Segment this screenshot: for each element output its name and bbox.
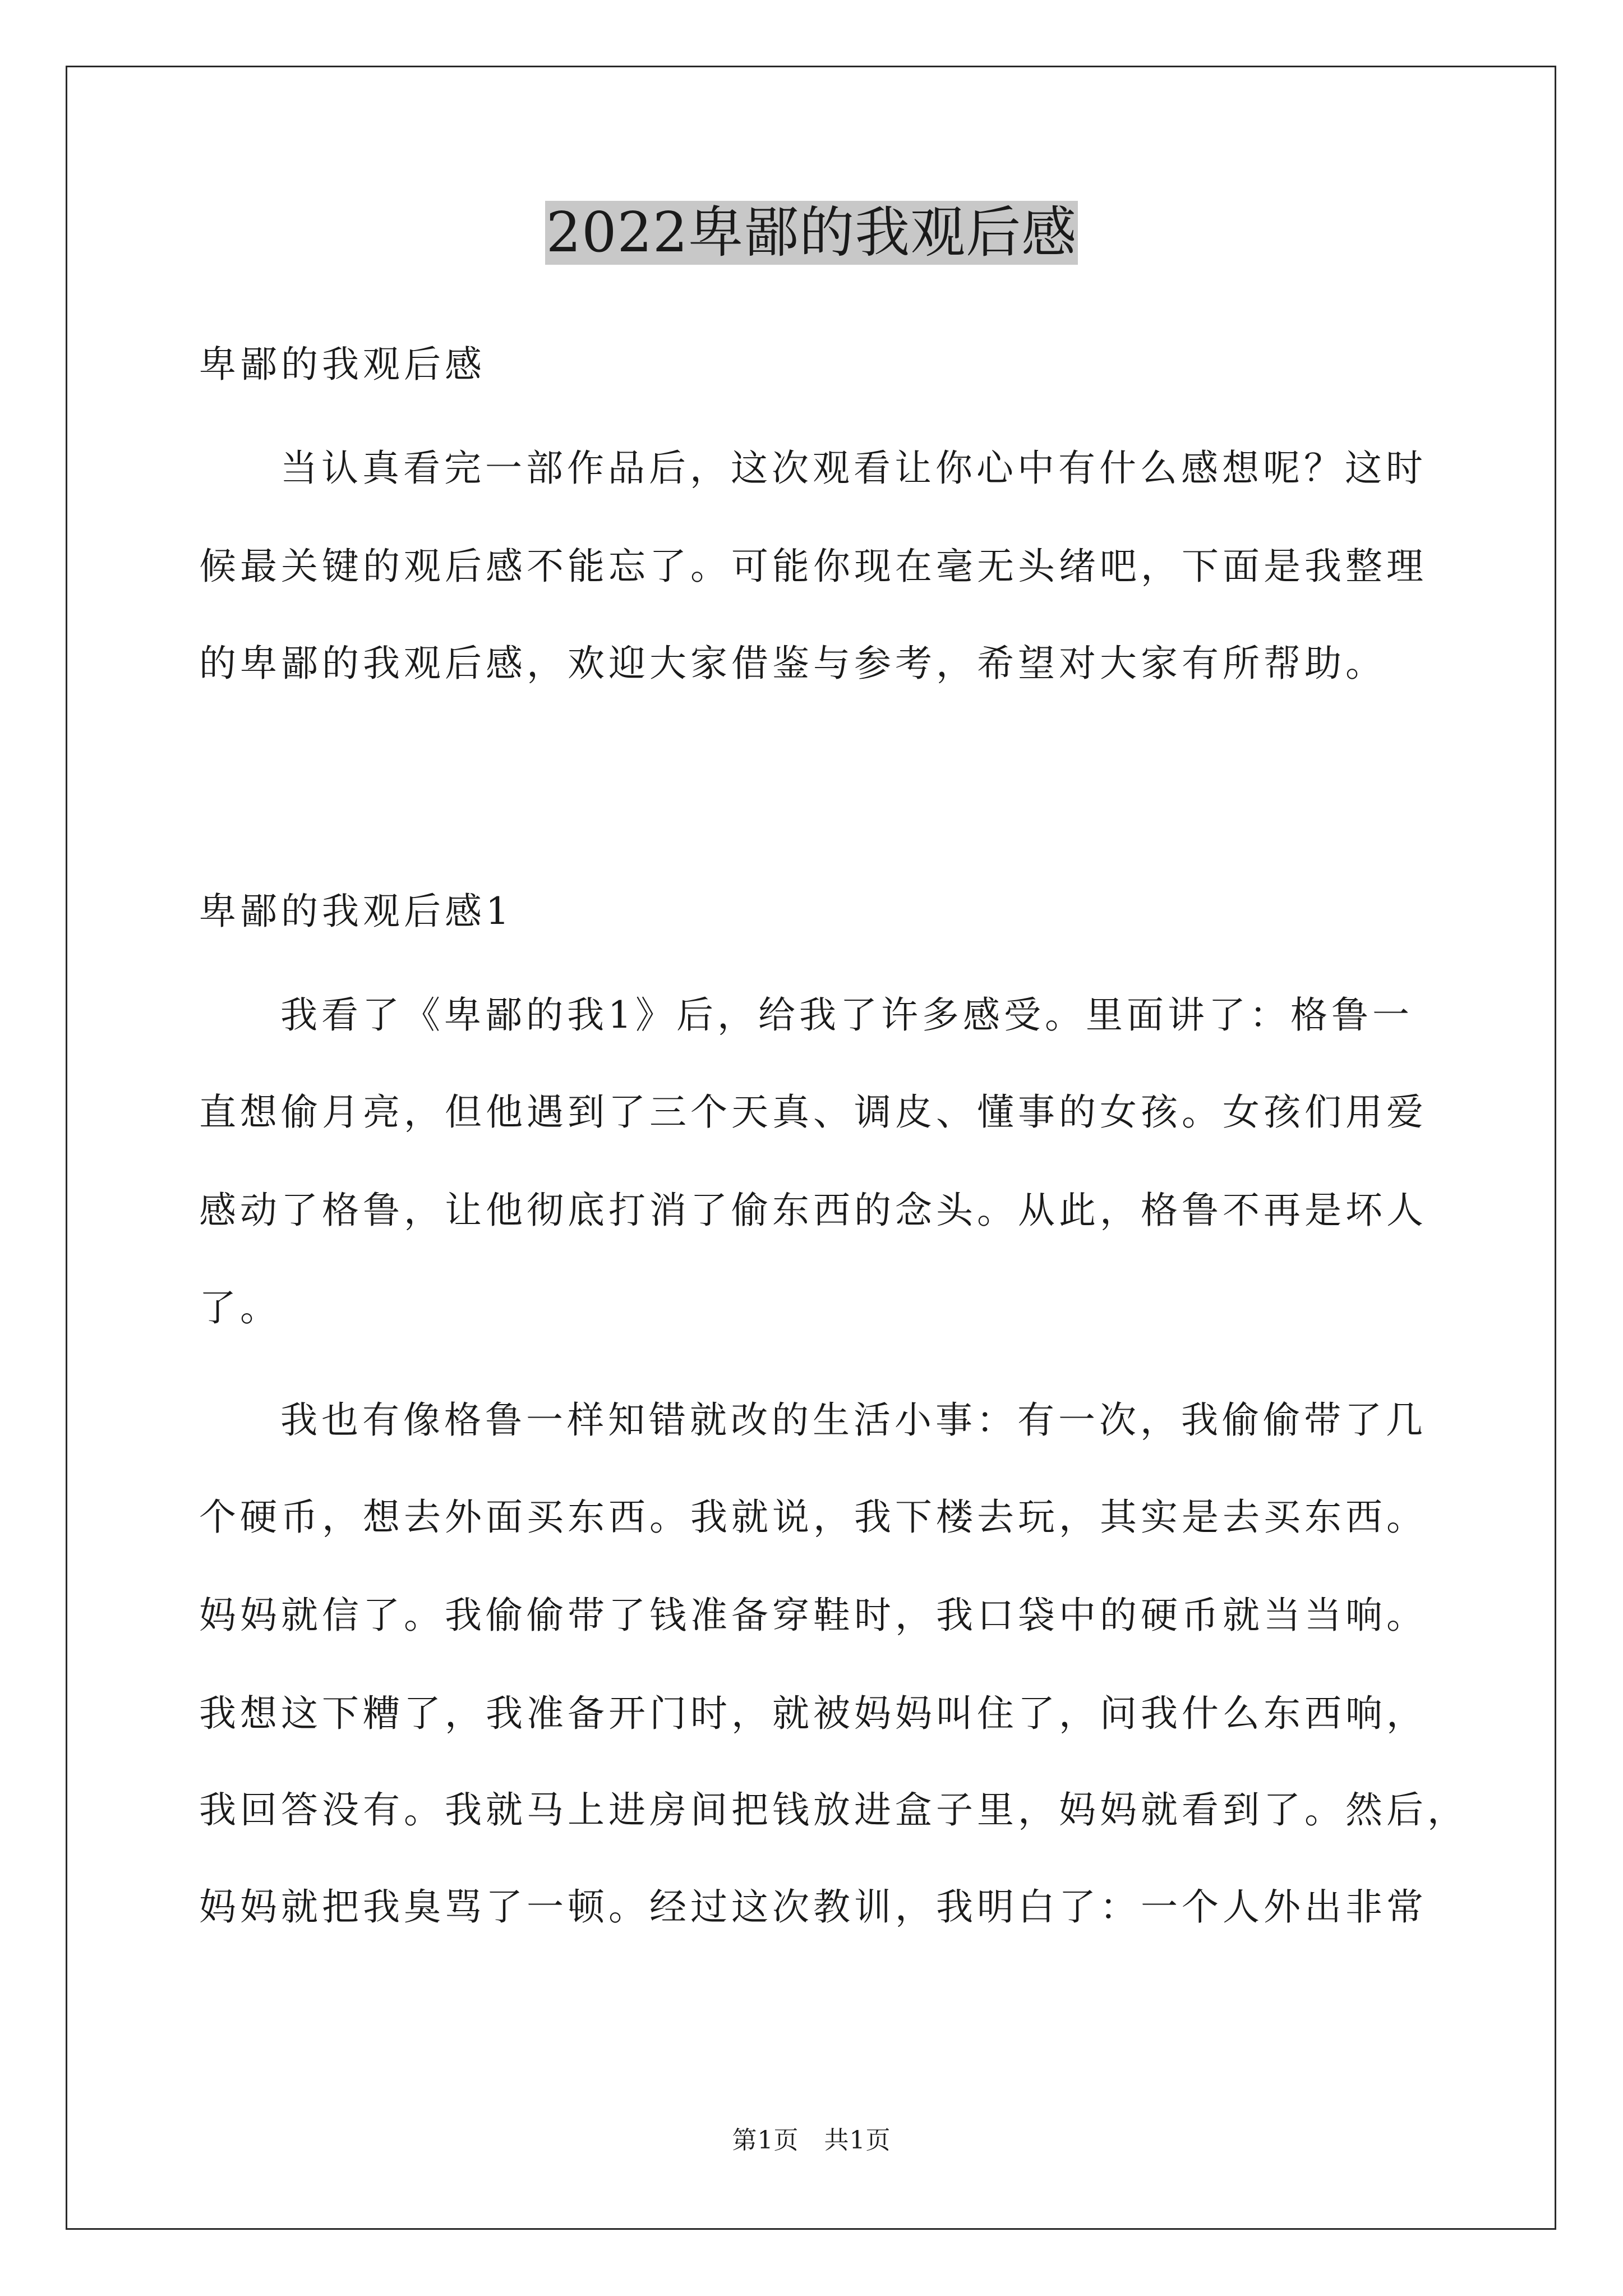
intro-line: 候最关键的观后感不能忘了。可能你现在毫无头绪吧，下面是我整理 [199, 545, 1427, 588]
paragraph-line: 我想这下糟了，我准备开门时，就被妈妈叫住了，问我什么东西响， [199, 1692, 1427, 1735]
paragraph-line: 直想偷月亮，但他遇到了三个天真、调皮、懂事的女孩。女孩们用爱 [199, 1091, 1427, 1134]
intro-line: 当认真看完一部作品后，这次观看让你心中有什么感想呢？这时 [280, 447, 1427, 490]
paragraph-line: 我回答没有。我就马上进房间把钱放进盒子里，妈妈就看到了。然后， [199, 1788, 1468, 1832]
document-title [0, 194, 1623, 272]
paragraph-line: 我也有像格鲁一样知错就改的生活小事：有一次，我偷偷带了几 [280, 1398, 1427, 1442]
paragraph-line: 妈妈就信了。我偷偷带了钱准备穿鞋时，我口袋中的硬币就当当响。 [199, 1594, 1427, 1637]
intro-line: 的卑鄙的我观后感，欢迎大家借鉴与参考，希望对大家有所帮助。 [199, 642, 1386, 685]
document-subtitle: 卑鄙的我观后感 [199, 343, 486, 386]
document-title-text: 2022卑鄙的我观后感 [546, 201, 1077, 265]
paragraph-line: 感动了格鲁，让他彻底打消了偷东西的念头。从此，格鲁不再是坏人 [199, 1189, 1427, 1232]
page-number-footer: 第1页 共1页 [732, 2126, 891, 2155]
paragraph-line: 我看了《卑鄙的我1》后，给我了许多感受。里面讲了：格鲁一 [280, 993, 1413, 1037]
paragraph-line: 个硬币，想去外面买东西。我就说，我下楼去玩，其实是去买东西。 [199, 1496, 1427, 1539]
paragraph-line: 了。 [199, 1286, 281, 1329]
section-heading: 卑鄙的我观后感1 [199, 890, 513, 933]
paragraph-line: 妈妈就把我臭骂了一顿。经过这次教训，我明白了：一个人外出非常 [199, 1885, 1427, 1929]
